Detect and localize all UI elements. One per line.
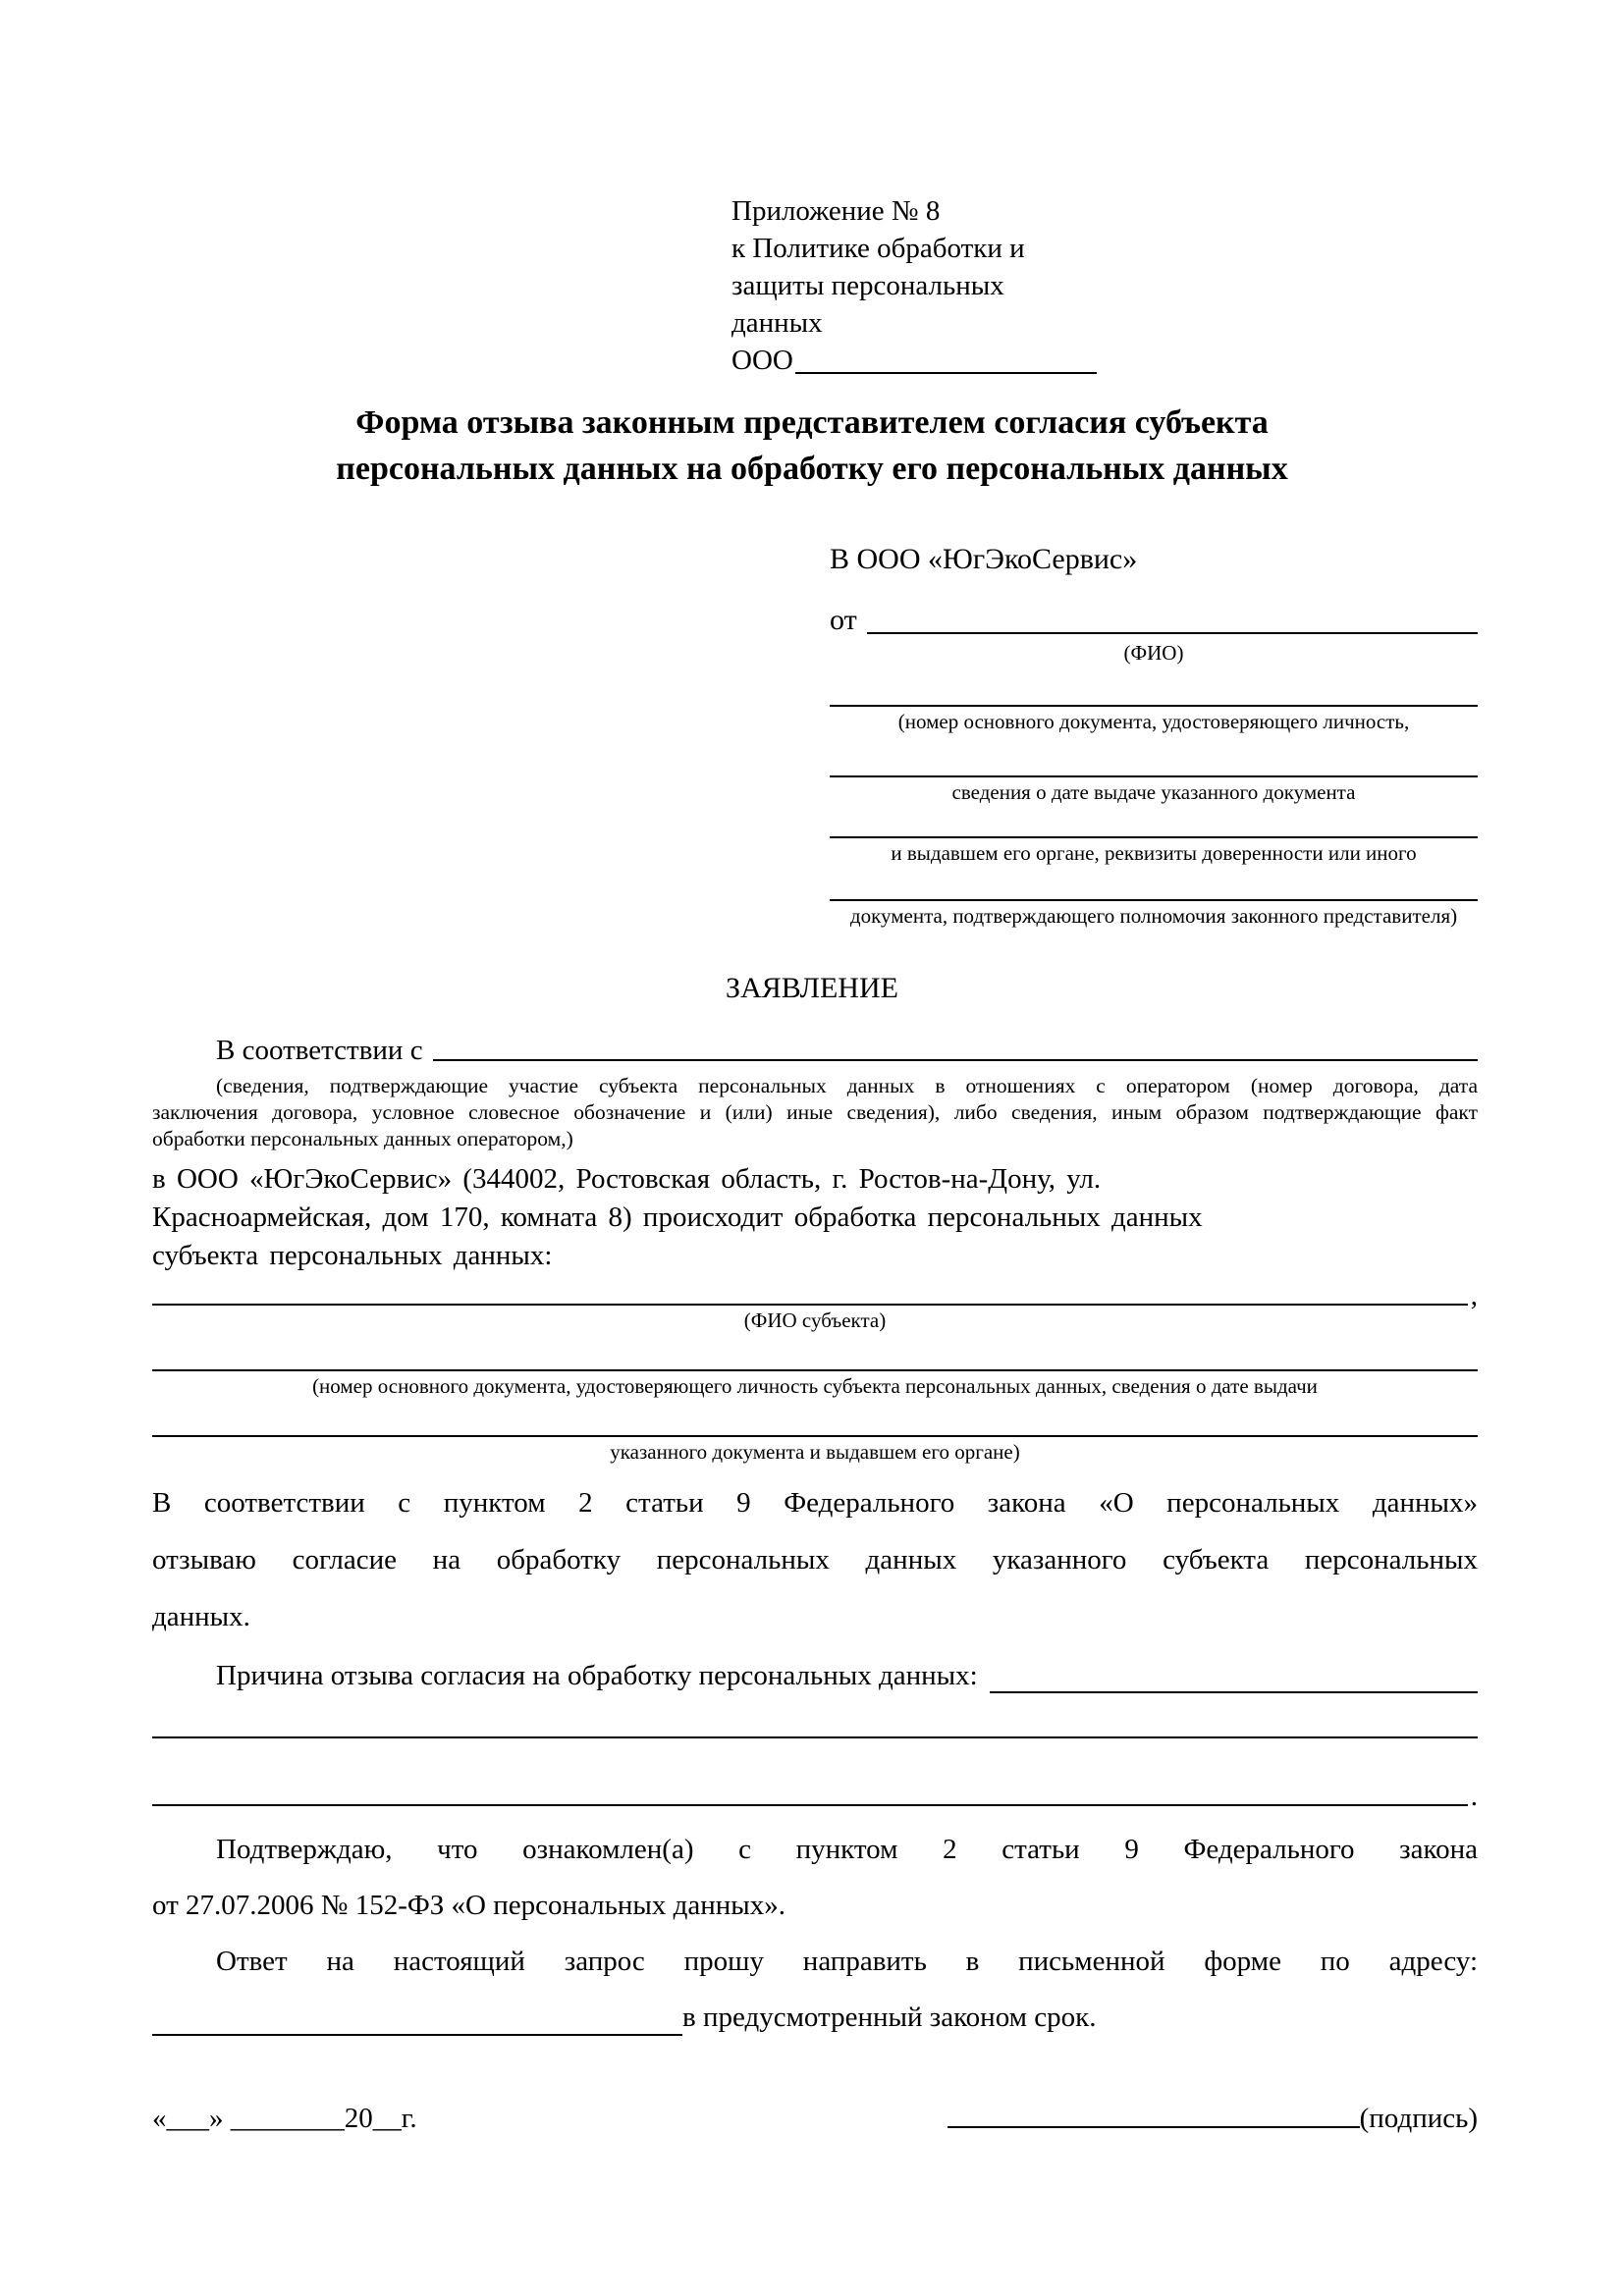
blank-rule-2 — [830, 775, 1478, 777]
appendix-org-line — [731, 342, 1097, 379]
date-line: «___» ________20__г. — [152, 2103, 417, 2134]
withdraw-line-3: данных. — [152, 1601, 250, 1632]
statement-heading: ЗАЯВЛЕНИЕ — [726, 972, 898, 1004]
subject-fio-rule-row — [152, 1280, 1478, 1311]
operator-line-1: в ООО «ЮгЭкоСервис» (344002, Ростовская область, г. Ростов-на-Дону, ул. — [152, 1163, 1102, 1195]
org-prefix: ООО — [731, 345, 793, 376]
appendix-line-3: защиты персональных данных — [731, 270, 1004, 339]
subject-doc-blank-2 — [152, 1435, 1478, 1437]
blank-caption-2: сведения о дате выдаче указанного документа — [951, 780, 1356, 804]
reason-blank-line-2 — [152, 1804, 1468, 1806]
subject-doc-caption-2: указанного документа и выдавшем его органе) — [610, 1440, 1020, 1464]
footer-row — [152, 2103, 1478, 2135]
operator-line-2: Красноармейская, дом 170, комната 8) происходит обработка персональных данных — [152, 1201, 1203, 1233]
addressee-to: В ООО «ЮгЭкоСервис» — [830, 543, 1138, 575]
doc-blank-group-4 — [830, 899, 1478, 929]
blank-caption-3: и выдавшем его органе, реквизиты доверенности или иного — [891, 841, 1417, 865]
note-line-1: (сведения, подтверждающие участие субъекта персональных данных в отношениях с оператором (номер договора, дата — [216, 1074, 1478, 1097]
confirm-line-2: от 27.07.2006 № 152-ФЗ «О персональных данных». — [152, 1890, 786, 1921]
doc-blank-group-3 — [830, 836, 1478, 866]
org-name-blank — [795, 372, 1097, 374]
subject-fio-suffix: , — [1470, 1280, 1478, 1311]
reason-label: Причина отзыва согласия на обработку персональных данных: — [216, 1660, 978, 1691]
blank-caption-4: документа, подтверждающего полномочия законного представителя) — [849, 904, 1458, 928]
title-line-1: Форма отзыва законным представителем согласия субъекта — [355, 404, 1269, 441]
from-label: от — [830, 604, 857, 636]
withdraw-line-1: В соответствии с пунктом 2 статьи 9 Федерального закона «О персональных данных» — [152, 1487, 1478, 1519]
title-line-2: персональных данных на обработку его персональных данных — [336, 451, 1288, 487]
doc-blank-group-2 — [830, 775, 1478, 805]
reason-blank-line-1 — [152, 1736, 1478, 1738]
signature-blank — [947, 2126, 1360, 2128]
signature-group — [947, 2103, 1478, 2135]
reply-line-2 — [152, 1990, 1478, 2046]
subject-doc-caption-1: (номер основного документа, удостоверяющего личность субъекта персональных данных, сведения о дате выдачи — [312, 1374, 1318, 1398]
blank-rule-4 — [830, 899, 1478, 901]
note-line-3: обработки персональных данных оператором,) — [152, 1127, 573, 1150]
statement-body — [152, 1035, 1478, 2046]
doc-blank-group-1 — [830, 705, 1478, 734]
document-title — [79, 400, 1545, 492]
addressee-from-row — [830, 601, 1478, 640]
subject-doc-blank-1 — [152, 1369, 1478, 1371]
according-note — [152, 1073, 1478, 1152]
from-name-blank — [867, 601, 1478, 634]
reply-line-1: Ответ на настоящий запрос прошу направить в письменной форме по адресу: — [216, 1946, 1478, 1977]
reply-line-2-text: в предусмотренный законом срок. — [682, 2002, 1097, 2033]
appendix-header — [731, 192, 1097, 379]
reason-row — [152, 1647, 1478, 1704]
signature-caption: (подпись) — [1359, 2103, 1478, 2134]
addressee-block — [830, 540, 1478, 929]
appendix-line-1: Приложение № 8 — [731, 195, 941, 227]
withdraw-line-2: отзываю согласие на обработку персональных данных указанного субъекта персональных — [152, 1544, 1478, 1575]
blank-rule-1 — [830, 705, 1478, 707]
fio-caption: (ФИО) — [1123, 641, 1184, 665]
according-blank — [433, 1059, 1478, 1061]
reason-blank-suffix: . — [1470, 1781, 1478, 1812]
blank-rule-3 — [830, 836, 1478, 838]
operator-line-3: субъекта персональных данных: — [152, 1240, 553, 1271]
subject-fio-caption: (ФИО субъекта) — [743, 1308, 887, 1332]
reason-blank-start — [990, 1691, 1478, 1693]
according-label: В соответствии с — [216, 1035, 423, 1066]
confirm-paragraph — [152, 1822, 1478, 1934]
blank-caption-1: (номер основного документа, удостоверяющего личность, — [897, 710, 1410, 733]
according-row — [152, 1035, 1478, 1067]
operator-paragraph — [152, 1160, 1478, 1275]
confirm-line-1: Подтверждаю, что ознакомлен(а) с пунктом 2 статьи 9 Федерального закона — [216, 1834, 1478, 1865]
subject-fio-blank — [152, 1304, 1468, 1306]
reason-blank-line-2-row — [152, 1781, 1478, 1812]
note-line-2: заключения договора, условное словесное обозначение и (или) иные сведения), либо сведения, иным образом подтверждающие факт — [152, 1100, 1478, 1124]
withdraw-paragraph — [152, 1474, 1478, 1645]
reply-address-blank — [152, 2034, 682, 2036]
appendix-line-2: к Политике обработки и — [731, 233, 1025, 264]
